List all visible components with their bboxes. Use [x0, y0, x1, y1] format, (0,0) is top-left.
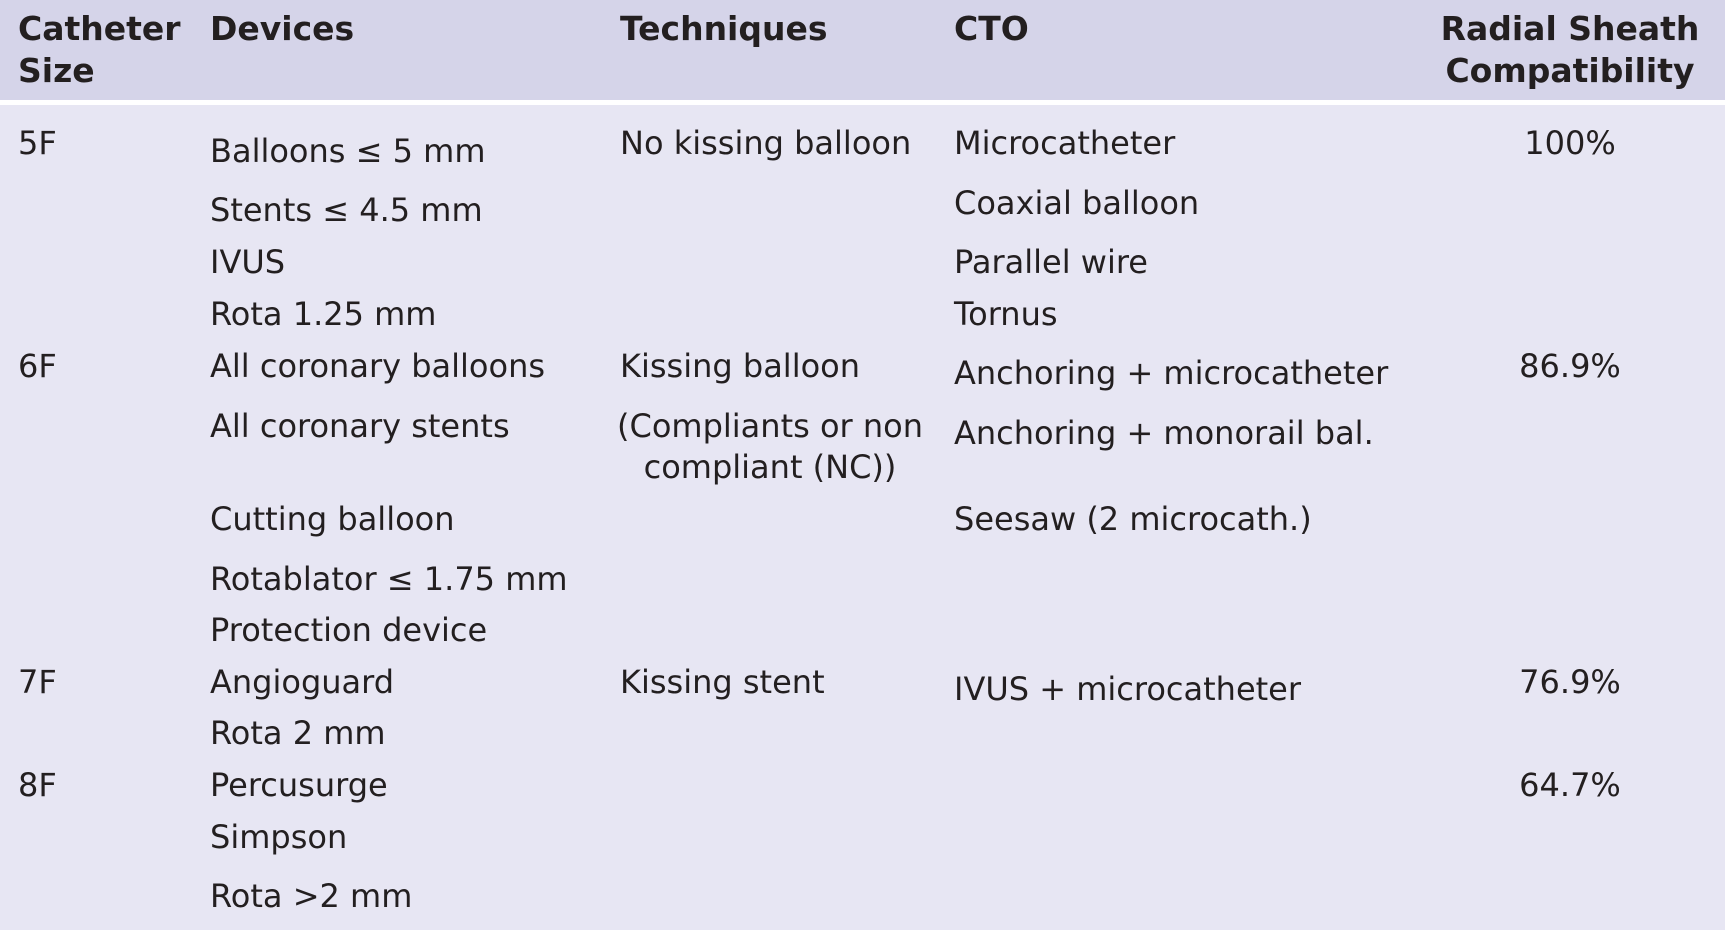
cell-device: Simpson — [210, 818, 348, 856]
header-catheter-size: Catheter Size — [18, 9, 181, 90]
table-bottom-edge — [0, 930, 1725, 934]
header-divider — [0, 100, 1725, 105]
cell-cto: Microcatheter — [954, 124, 1176, 162]
cell-device: Rota 2 mm — [210, 714, 386, 752]
cell-cto: IVUS + microcatheter — [954, 670, 1302, 708]
cell-technique-note: (Compliants or non compliant (NC)) — [617, 407, 923, 486]
cell-device: Angioguard — [210, 663, 395, 701]
cell-catheter-size: 6F — [18, 347, 57, 385]
cell-device: Cutting balloon — [210, 500, 455, 538]
table-header — [0, 0, 1725, 100]
cell-device: Percusurge — [210, 766, 388, 804]
cell-device: IVUS — [210, 243, 286, 281]
cell-catheter-size: 8F — [18, 766, 57, 804]
cell-compatibility: 100% — [1524, 124, 1616, 162]
header-devices: Devices — [210, 9, 355, 48]
cell-cto: Anchoring + microcatheter — [954, 354, 1389, 392]
cell-cto: Coaxial balloon — [954, 184, 1200, 222]
cell-device: Protection device — [210, 611, 488, 649]
cell-compatibility: 64.7% — [1519, 766, 1621, 804]
cell-cto: Parallel wire — [954, 243, 1148, 281]
header-radial-sheath-compatibility: Radial Sheath Compatibility — [1440, 9, 1700, 90]
cell-device: Stents ≤ 4.5 mm — [210, 191, 483, 229]
cell-cto: Seesaw (2 microcath.) — [954, 500, 1312, 538]
cell-device: All coronary balloons — [210, 347, 546, 385]
cell-device: Rota >2 mm — [210, 877, 413, 915]
cell-technique: Kissing balloon — [620, 347, 861, 385]
cell-device: All coronary stents — [210, 407, 510, 445]
header-cto: CTO — [954, 9, 1029, 48]
cell-technique: Kissing stent — [620, 663, 825, 701]
cell-compatibility: 76.9% — [1519, 663, 1621, 701]
cell-technique: No kissing balloon — [620, 124, 912, 162]
cell-catheter-size: 7F — [18, 663, 57, 701]
cell-device: Balloons ≤ 5 mm — [210, 132, 486, 170]
cell-catheter-size: 5F — [18, 124, 57, 162]
cell-cto: Tornus — [954, 295, 1058, 333]
cell-device: Rotablator ≤ 1.75 mm — [210, 560, 568, 598]
cell-cto: Anchoring + monorail bal. — [954, 414, 1374, 452]
header-techniques: Techniques — [620, 9, 828, 48]
cell-compatibility: 86.9% — [1519, 347, 1621, 385]
cell-device: Rota 1.25 mm — [210, 295, 437, 333]
